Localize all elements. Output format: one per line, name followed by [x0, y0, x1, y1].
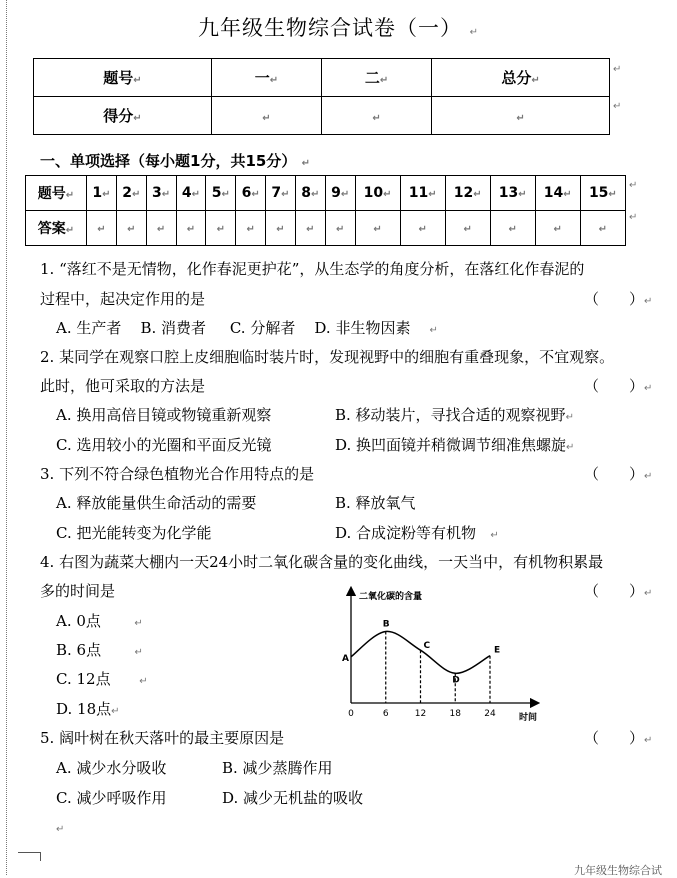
x-tick-label: 12: [414, 709, 427, 719]
chart-tick-labels: [348, 709, 496, 719]
option-label: D. 减少无机盐的吸收: [222, 789, 364, 807]
answer-number-cell: 2↵: [116, 176, 146, 211]
answer-blank-cell[interactable]: ↵: [580, 211, 625, 246]
question-1-text: 过程中，起决定作用的是: [40, 290, 206, 308]
question-5-text: 5. 阔叶树在秋天落叶的最主要原因是: [40, 729, 285, 747]
answer-number-cell: 10↵: [355, 176, 400, 211]
option-label: C. 把光能转变为化学能: [56, 524, 212, 542]
x-tick-label: 18: [449, 709, 461, 719]
question-2-text: 此时，他可采取的方法是: [40, 377, 206, 395]
answer-paren[interactable]: （ ）↵: [584, 377, 653, 395]
x-tick-label: 0: [348, 709, 354, 719]
answer-number-cell: 6↵: [236, 176, 266, 211]
row-end-mark: ↵: [613, 101, 622, 112]
answer-blank-cell[interactable]: ↵: [146, 211, 176, 246]
option-label: A. 减少水分吸收: [56, 759, 167, 777]
row-end-mark: ↵: [613, 64, 622, 75]
question-1-options: A. 生产者 B. 消费者 C. 分解者 D. 非生物因素 ↵: [56, 319, 438, 337]
answer-blank-cell[interactable]: ↵: [490, 211, 535, 246]
answer-number-cell: 13↵: [490, 176, 535, 211]
page-footer: 九年级生物综合试: [574, 864, 662, 877]
answer-number-cell: 15↵: [580, 176, 625, 211]
option-label: B. 消费者: [140, 319, 207, 337]
point-label-D: D: [452, 675, 460, 686]
score-table: [33, 58, 610, 135]
answer-number-cell: 14↵: [535, 176, 580, 211]
answer-row-label: 题号↵: [26, 176, 87, 211]
answer-blank-cell[interactable]: ↵: [325, 211, 355, 246]
answer-blank-cell[interactable]: ↵: [266, 211, 296, 246]
answer-paren[interactable]: （ ）↵: [584, 729, 653, 747]
answer-number-cell: 7↵: [266, 176, 296, 211]
answer-paren[interactable]: （ ）↵: [584, 290, 653, 308]
score-table-score-row: [34, 97, 610, 135]
x-tick-label: 24: [484, 709, 496, 719]
score-table-header-row: [34, 59, 610, 97]
y-axis-label: 二氧化碳的含量: [359, 592, 423, 602]
score-header-cell: 一↵: [211, 59, 321, 97]
answer-blank-cell[interactable]: ↵: [236, 211, 266, 246]
option-label: C. 选用较小的光圈和平面反光镜: [56, 436, 272, 454]
score-header-cell: 总分↵: [432, 59, 610, 97]
answer-row-label: 答案↵: [26, 211, 87, 246]
answer-blank-cell[interactable]: ↵: [176, 211, 206, 246]
answer-blank-cell[interactable]: ↵: [206, 211, 236, 246]
option-label: B. 减少蒸腾作用: [222, 759, 333, 777]
option-label: B. 释放氧气: [335, 494, 416, 512]
answer-blank-cell[interactable]: ↵: [87, 211, 117, 246]
co2-chart: [337, 585, 547, 725]
score-cell[interactable]: ↵: [321, 97, 431, 135]
answer-number-cell: 11↵: [400, 176, 445, 211]
empty-paragraph-mark: ↵: [56, 824, 65, 835]
point-label-C: C: [423, 641, 431, 652]
x-axis-label: 时间: [519, 713, 538, 723]
option-label: C. 12点 ↵: [56, 670, 148, 688]
answer-blank-cell[interactable]: ↵: [355, 211, 400, 246]
answer-paren[interactable]: （ ）↵: [584, 465, 653, 483]
option-label: B. 移动装片，寻找合适的观察视野↵: [335, 406, 574, 424]
question-4-text: 多的时间是: [40, 582, 116, 600]
point-label-E: E: [494, 645, 501, 656]
score-header-cell: 题号↵: [34, 59, 212, 97]
point-label-A: A: [342, 653, 349, 664]
exam-title: 九年级生物综合试卷（一） ↵: [197, 16, 480, 40]
question-3-text: 3. 下列不符合绿色植物光合作用特点的是: [40, 465, 315, 483]
page-margin-line: [6, 0, 7, 875]
page-corner-mark: [18, 852, 41, 861]
chart-dash-lines: [386, 632, 490, 704]
answer-blank-cell[interactable]: ↵: [116, 211, 146, 246]
point-label-B: B: [382, 619, 390, 630]
score-cell[interactable]: ↵: [211, 97, 321, 135]
option-label: A. 生产者: [56, 319, 122, 337]
answer-number-cell: 9↵: [325, 176, 355, 211]
answer-number-row: [26, 176, 626, 211]
option-label: C. 分解者: [229, 319, 296, 337]
score-header-cell: 二↵: [321, 59, 431, 97]
option-label: A. 0点 ↵: [56, 612, 143, 630]
answer-blank-row: [26, 211, 626, 246]
x-tick-label: 6: [382, 709, 389, 719]
question-4-text: 4. 右图为蔬菜大棚内一天24小时二氧化碳含量的变化曲线，一天当中，有机物积累最: [40, 553, 604, 571]
answer-number-cell: 12↵: [445, 176, 490, 211]
row-end-mark: ↵: [629, 212, 638, 223]
option-label: D. 换凹面镜并稍微调节细准焦螺旋↵: [335, 436, 575, 454]
answer-number-cell: 5↵: [206, 176, 236, 211]
option-label: D. 非生物因素: [314, 319, 411, 337]
row-end-mark: ↵: [629, 180, 638, 191]
option-label: A. 换用高倍目镜或物镜重新观察: [56, 406, 272, 424]
answer-number-cell: 1↵: [87, 176, 117, 211]
answer-number-cell: 4↵: [176, 176, 206, 211]
answer-table: [25, 175, 626, 246]
score-cell[interactable]: ↵: [432, 97, 610, 135]
option-label: D. 18点↵: [56, 700, 120, 718]
answer-paren[interactable]: （ ）↵: [584, 582, 653, 600]
question-1-text: 1. “落红不是无情物，化作春泥更护花”，从生态学的角度分析，在落红化作春泥的: [40, 260, 585, 278]
answer-blank-cell[interactable]: ↵: [295, 211, 325, 246]
section-heading: 一、单项选择（每小题1分，共15分） ↵: [40, 152, 310, 170]
option-label: D. 合成淀粉等有机物 ↵: [335, 524, 499, 542]
option-label: B. 6点 ↵: [56, 641, 143, 659]
answer-number-cell: 3↵: [146, 176, 176, 211]
option-label: A. 释放能量供生命活动的需要: [56, 494, 257, 512]
answer-blank-cell[interactable]: ↵: [535, 211, 580, 246]
question-2-text: 2. 某同学在观察口腔上皮细胞临时装片时，发现视野中的细胞有重叠现象，不宜观察。: [40, 348, 615, 366]
score-row-label: 得分↵: [34, 97, 212, 135]
answer-blank-cell[interactable]: ↵: [400, 211, 445, 246]
answer-blank-cell[interactable]: ↵: [445, 211, 490, 246]
option-label: C. 减少呼吸作用: [56, 789, 167, 807]
answer-number-cell: 8↵: [295, 176, 325, 211]
